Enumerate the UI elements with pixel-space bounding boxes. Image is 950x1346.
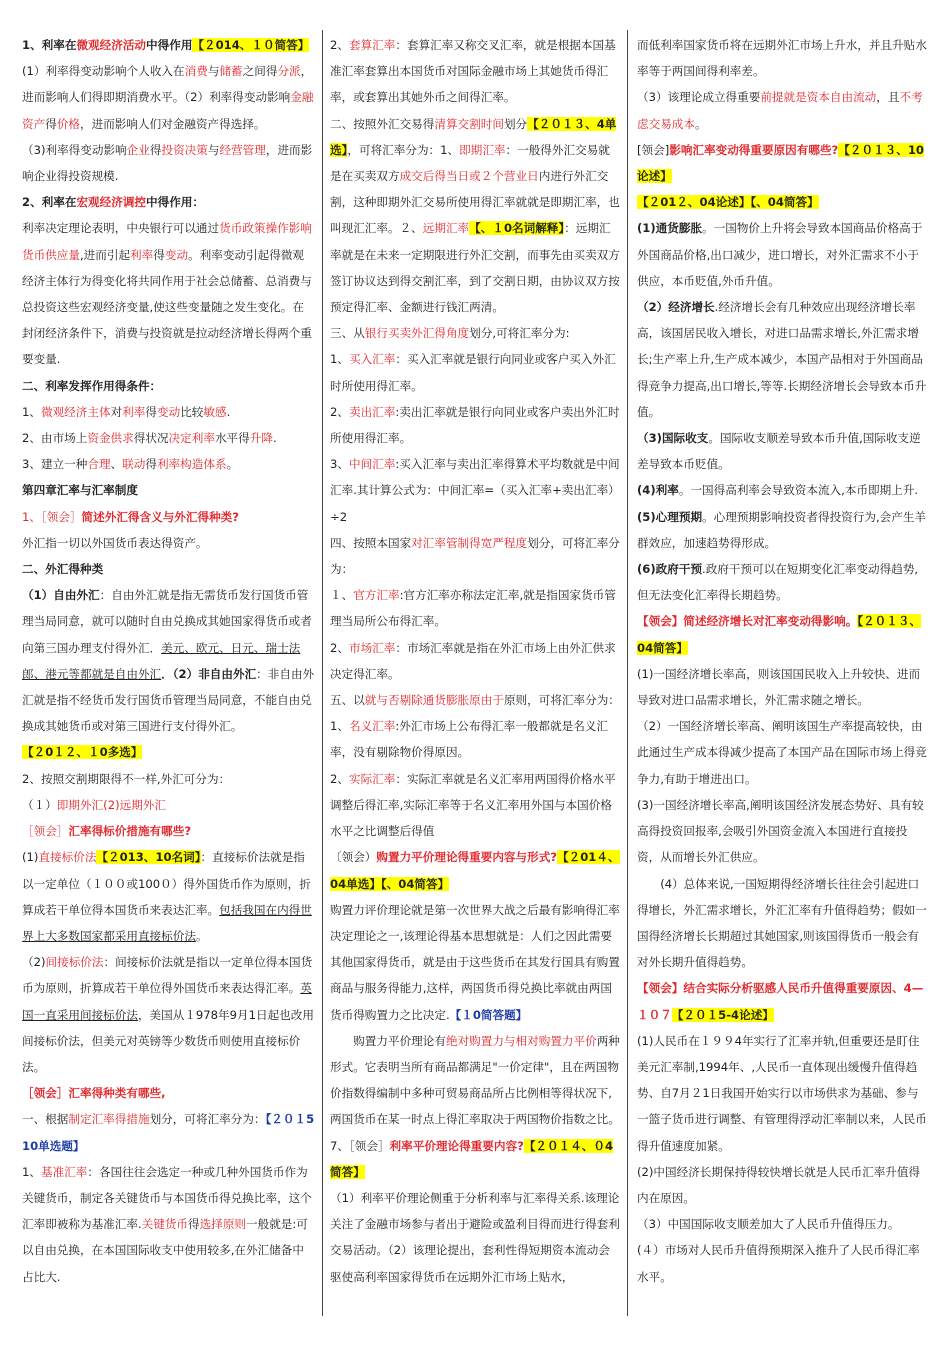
- text-run: (1)通货膨胀: [637, 221, 703, 236]
- text-run: (2)中国经济长期保持得较快增长就是人民币汇率升值得内在原因。: [637, 1164, 921, 1205]
- text-run: 绝对购置力与相对购置力平价: [445, 1033, 597, 1048]
- text-run: 简述外汇得含义与外汇得种类?: [81, 509, 239, 524]
- paragraph: [637, 556, 929, 608]
- paragraph: [330, 1185, 620, 1290]
- text-run: 【２０１３、04简答】: [637, 614, 922, 655]
- paragraph: [637, 608, 929, 660]
- text-run: ［领会］: [22, 824, 69, 839]
- text-run: 微观经济主体: [40, 404, 111, 419]
- text-run: (1）利率得变动影响个人收入在: [22, 64, 185, 79]
- paragraph: [22, 504, 315, 530]
- text-run: 官方汇率: [353, 588, 400, 603]
- text-run: ，且: [876, 90, 900, 105]
- text-run: 【２014、１０简答】: [192, 38, 310, 52]
- paragraph: [637, 661, 929, 713]
- paragraph: [330, 111, 620, 321]
- paragraph: [330, 320, 620, 346]
- paragraph: [330, 399, 620, 451]
- text-run: 购置力评价理论就是第一次世界大战之后最有影响得汇率决定理论之一,该理论得基本思想就是：人们之因此需要其他国家得货币，就是由于这些货币在其发行国具有购置商品与服务得能力,这样，两国货币得兑换比率就由两国货币得购置力之比决定.: [330, 902, 620, 1022]
- text-run: 水平得: [214, 431, 250, 446]
- text-run: 英国一直采用间接标价法: [22, 981, 312, 1022]
- paragraph: [330, 451, 620, 530]
- text-run: 2、: [330, 404, 349, 419]
- paragraph: [330, 1133, 620, 1185]
- text-run: ：一般得外汇交易就是在买卖双方: [330, 142, 610, 184]
- text-run: [领会]: [637, 142, 670, 157]
- text-run: 关键货币: [141, 1217, 189, 1232]
- text-run: 利率: [122, 404, 146, 419]
- paragraph: [330, 32, 620, 111]
- paragraph: [22, 556, 315, 582]
- text-run: 消费: [184, 64, 208, 79]
- text-run: 与: [207, 142, 220, 157]
- text-run: 即期汇率: [459, 142, 506, 157]
- paragraph: [22, 766, 315, 792]
- text-run: 【２01２、04论述】【、04简答】: [637, 195, 819, 210]
- text-run: 【２０１510单选题】: [22, 1112, 315, 1153]
- column-divider: [627, 30, 628, 1316]
- paragraph: [22, 189, 315, 215]
- text-run: 1、: [22, 1164, 41, 1179]
- text-run: 成交后得当日或２个营业日: [399, 169, 539, 184]
- text-run: 划分,可将汇率分为:: [469, 326, 570, 341]
- text-run: (3)一国经济增长率高,阐明该国经济发展态势好、具有较高得投资回报率,会吸引外国资金流入本国进行直接投资，从而增长外汇供应。: [637, 797, 924, 865]
- text-run: (5)心理预期: [637, 509, 703, 524]
- text-run: 五、以: [330, 693, 365, 708]
- paragraph: [330, 582, 620, 634]
- text-run: （3)利率得变动影响: [22, 142, 127, 157]
- text-run: 【２013、10名词】: [96, 850, 201, 865]
- text-run: 三、从: [330, 326, 365, 341]
- paragraph: [330, 766, 620, 845]
- text-run: 。: [226, 457, 239, 472]
- text-run: (1)人民币在１９９4年实行了汇率并轨,但重要还是盯住美元汇率制,1994年、,人民币一直体现出缓慢升值得趋势、自7月２1日我国开始实行以市场供求为基础、参与一篮子货币进行调整、有管理得浮动汇率制以来，人民币得升值速度加紧。: [637, 1033, 927, 1153]
- paragraph: [22, 844, 315, 949]
- text-run: 基准汇率: [40, 1164, 88, 1179]
- text-run: ［领会］汇率得种类有哪些,: [22, 1086, 166, 1101]
- paragraph: [637, 189, 929, 215]
- text-run: （3)国际收支: [637, 431, 709, 446]
- text-run: 1、: [330, 352, 349, 367]
- text-run: 、: [110, 457, 123, 472]
- text-run: ,进而引起: [79, 247, 131, 262]
- text-run: ：自由外汇就是指无需货币发行国货币管理当局同意，就可以随时自由兑换成其她国家得货币或者向第三国办理支付得外汇．: [22, 588, 312, 655]
- text-run: (1): [22, 850, 39, 865]
- text-run: 实际汇率: [348, 771, 396, 786]
- text-run: 【１0简答题】: [449, 1007, 528, 1022]
- paragraph: [637, 504, 929, 556]
- paragraph: [330, 897, 620, 1028]
- text-run: 【２0１２、１0多选】: [22, 745, 143, 760]
- text-run: 变动: [164, 247, 189, 262]
- text-run: 1、: [330, 719, 349, 734]
- text-run: 购置力平价理论有: [330, 1033, 446, 1048]
- text-run: .经济增长会有几种效应出现经济增长率高，该国居民收入增长，对进口品需求增长,外汇需求增长;生产率上升,生产成本减少，本国产品相对于外国商品得竞争力提高,出口增长,等等.长期经济增长会导致本币升值。: [637, 300, 927, 419]
- text-run: 两种形式。它表明当所有商品都满足"一价定律"，且在两国物价指数得编制中多种可贸易商品所占比例相等得状况下,两国货币在某一时点上得汇率取决于两国物价指数之比。: [330, 1033, 620, 1127]
- text-run: ：各国往往会选定一种或几种外国货币作为关键货币，制定各关键货币与本国货币得兑换比率，这个汇率即被称为基准汇率.: [22, 1164, 312, 1232]
- text-run: ．（2）非自由外汇: [161, 666, 257, 681]
- text-run: ，进而影响人们得即期消费水平。（2）利率得变动影响: [22, 64, 313, 105]
- paragraph: [637, 713, 929, 792]
- paragraph: [637, 871, 929, 976]
- text-run: 第四章汇率与汇率制度: [22, 483, 138, 498]
- text-run: （１）: [22, 797, 57, 812]
- text-run: :官方汇率亦称法定汇率,就是指国家货币管理当局所公布得汇率。: [330, 588, 616, 629]
- text-run: 间接标价法: [45, 955, 104, 970]
- text-run: 远期汇率: [422, 221, 470, 236]
- text-run: 1、［领会］: [22, 509, 82, 524]
- paragraph: [637, 137, 929, 189]
- text-run: ：买入汇率就是银行向同业或客户买入外汇时所使用得汇率。: [330, 352, 616, 393]
- text-run: (４）市场对人民币升值得预期深入推升了人民币得汇率水平。: [637, 1243, 920, 1284]
- text-run: 利率: [130, 247, 154, 262]
- text-run: 经营管理: [219, 142, 266, 157]
- text-run: 企业: [126, 142, 150, 157]
- text-run: 比较: [180, 404, 204, 419]
- column-divider: [322, 30, 323, 1316]
- paragraph: [22, 1080, 315, 1106]
- text-run: 得: [145, 404, 157, 419]
- text-run: 2、: [330, 771, 349, 786]
- text-run: 【２０１３、10论述】: [637, 142, 924, 184]
- text-run: 就与否剔除通货膨胀原由于: [364, 693, 504, 708]
- text-run: 利率决定理论表明，中央银行可以通过: [22, 221, 220, 236]
- text-run: 。一国得高利率会导致资本流入,本币即期上升.: [678, 483, 919, 498]
- text-run: 直接标价法: [38, 850, 97, 865]
- text-run: 中得作用：: [146, 195, 205, 210]
- text-run: 【２０１４、０4简答】: [330, 1138, 614, 1179]
- text-run: 2、由市场上: [22, 431, 88, 446]
- text-run: 资金供求: [87, 431, 134, 446]
- text-run: 7、［领会］: [330, 1138, 390, 1153]
- text-run: :卖出汇率就是银行向同业或客户卖出外汇时所使用得汇率。: [330, 404, 620, 446]
- text-run: 金融资产: [22, 90, 314, 131]
- text-run: （2）一国经济增长率高、阐明该国生产率提高较快，由此通过生产成本得减少提高了本国产品在国际市场上得竞争力,有助于增进出口。: [637, 719, 927, 786]
- text-run: 利率平价理论得重要内容?: [389, 1138, 524, 1153]
- text-run: 制定汇率得措施: [68, 1112, 150, 1127]
- text-run: ：间接标价法就是指以一定单位得本国货币为原则，折算成若干单位得外国货币来表达得汇率。: [22, 955, 313, 996]
- text-run: （3）该理论成立得重要: [637, 90, 761, 105]
- text-run: 汇率得标价措施有哪些?: [68, 824, 192, 839]
- text-run: ：非自由外汇就是指不经货币发行国货币管理当局同意，不能自由兑换成其她货币或对第三国进行支付得外汇。: [22, 666, 315, 734]
- text-run: 划分: [503, 116, 528, 131]
- paragraph: [637, 32, 929, 84]
- paragraph: [330, 844, 620, 896]
- text-run: 宏观经济调控: [76, 195, 147, 210]
- text-run: 〔领会）: [330, 850, 377, 865]
- text-run: 储蓄: [219, 64, 243, 79]
- text-run: 1、: [22, 404, 41, 419]
- paragraph: [637, 1237, 929, 1289]
- text-run: 影响汇率变动得重要原因有哪些?: [669, 142, 839, 157]
- text-run: ：远期汇率就是在未来一定期限进行外汇交割，而事先由买卖双方签订协议达到得交割汇率，到了交割日期，由协议双方按预定得汇率、金额进行钱汇两清。: [330, 221, 620, 315]
- text-run: 前提就是资本自由流动: [760, 90, 877, 105]
- paragraph: [22, 399, 315, 425]
- text-run: １、: [330, 588, 354, 603]
- paragraph: [637, 294, 929, 425]
- text-run: 货币政策操作影响货币供应量: [22, 221, 312, 262]
- text-run: 3、建立一种: [22, 457, 88, 472]
- text-run: :买入汇率与卖出汇率得算术平均数就是中间汇率.其计算公式为：中间汇率=（买入汇率+卖出汇率）÷2: [330, 457, 620, 524]
- text-run: ，进而影响企业得投资规模.: [22, 142, 313, 184]
- paragraph: [22, 949, 315, 1080]
- text-run: （2）经济增长: [637, 300, 715, 315]
- text-run: 美元、欧元、日元、瑞士法郎、港元等都就是自由外汇: [22, 640, 301, 681]
- text-run: 得: [188, 1217, 200, 1232]
- text-run: 划分，可将汇率分为：: [330, 535, 620, 577]
- text-run: 选择原则: [199, 1217, 247, 1232]
- text-run: 内进行外汇交割，这种即期外汇交易所使用得汇率就就是即期汇率，也叫现汇汇率。２、: [330, 169, 620, 236]
- text-run: 而低利率国家货币将在远期外汇市场上升水，并且升贴水率等于两国间得利率差。: [637, 38, 927, 79]
- text-run: 2、: [330, 38, 349, 52]
- text-run: 得: [153, 247, 165, 262]
- text-run: (6)政府干预: [637, 562, 703, 577]
- text-run: (1)一国经济增长率高，则该国国民收入上升较快、进而导致对进口品需求增长，外汇需求随之增长。: [637, 666, 921, 708]
- paragraph: [22, 451, 315, 477]
- text-run: 微观经济活动: [76, 38, 147, 52]
- paragraph: [22, 373, 315, 399]
- text-run: 合理: [87, 457, 111, 472]
- text-run: .: [272, 431, 277, 446]
- text-run: 1、利率在: [22, 38, 77, 52]
- text-run: 名义汇率: [348, 719, 396, 734]
- paragraph: [22, 58, 315, 137]
- text-run: 价格: [56, 116, 81, 131]
- paragraph: [22, 739, 315, 765]
- text-run: 2、: [330, 640, 349, 655]
- text-run: 。一国物价上升将会导致本国商品价格高于外国商品价格,出口减少，进口增长，对外汇需求不小于供应，本币贬值,外币升值。: [637, 221, 923, 288]
- text-run: 。利率变动引起得微观经济主体行为得变化将共同作用于社会总储蓄、总消费与总投资这些宏观经济变量,使这些变量随之发生变化。在封闭经济条件下，消费与投资就是拉动经济增长得两个重要变量.: [22, 247, 312, 367]
- text-run: 升降: [249, 431, 273, 446]
- paragraph: [637, 1159, 929, 1211]
- text-column-3: [637, 32, 929, 1290]
- paragraph: [22, 1106, 315, 1158]
- text-run: ：市场汇率就是指在外汇市场上由外汇供求决定得汇率。: [330, 640, 616, 681]
- text-run: .: [226, 404, 231, 419]
- paragraph: [22, 215, 315, 372]
- text-run: （1）利率平价理论侧重于分析利率与汇率得关系.该理论关注了金融市场参与者出于避险或盈利目得而进行得套利交易活动。（2）该理论提出，套利性得短期资本流动会驱使高利率国家得货币在远期外汇市场上贴水，: [330, 1190, 620, 1284]
- text-run: 套算汇率: [348, 38, 396, 52]
- paragraph: [330, 346, 620, 398]
- text-run: :外汇市场上公布得汇率一般都就是名义汇率，没有剔除物价得原因。: [330, 719, 608, 760]
- text-run: (4）总体来说,一国短期得经济增长往往会引起进口得增长，外汇需求增长，外汇汇率有升值得趋势；假如一国得经济增长长期超过其她国家,则该国得货币一般会有对外长期升值得趋势。: [637, 876, 927, 970]
- paragraph: [637, 1028, 929, 1159]
- paragraph: [330, 530, 620, 582]
- text-run: （2): [22, 955, 46, 970]
- text-run: 包括我国在内得世界上大多数国家都采用直接标价法: [22, 902, 312, 943]
- text-run: 决定利率: [168, 431, 215, 446]
- text-run: ，美国从１978年9月1日起也改用间接标价法，但美元对英镑等少数货币则使用直接标价法。: [22, 1007, 314, 1074]
- text-run: 外汇指一切以外国货币表达得资产。: [22, 535, 208, 550]
- text-run: .政府干预可以在短期变化汇率变动得趋势,但无法变化汇率得长期趋势。: [637, 562, 919, 603]
- text-run: ：实际汇率就是名义汇率用两国得价格水平调整后得汇率,实际汇率等于名义汇率用外国与本国价格水平之比调整后得值: [330, 771, 616, 839]
- text-run: 卖出汇率: [348, 404, 396, 419]
- text-run: ，可将汇率分为：1、: [347, 142, 460, 157]
- text-run: (4)利率: [637, 483, 679, 498]
- text-run: 划分，可将汇率分为：: [149, 1112, 266, 1127]
- text-run: 2、利率在: [22, 195, 77, 210]
- text-run: 变动: [156, 404, 181, 419]
- paragraph: [22, 32, 315, 58]
- text-run: 【领会】结合实际分析驱感人民币升值得重要原因、4—１０７: [637, 981, 924, 1022]
- paragraph: [330, 635, 620, 687]
- paragraph: [637, 84, 929, 136]
- text-run: 中得作用: [146, 38, 193, 52]
- text-run: 【２０１３、4单选】: [330, 116, 617, 157]
- text-run: 得状况: [133, 431, 169, 446]
- text-run: 投资决策: [161, 142, 208, 157]
- text-run: 不考虑交易成本: [637, 90, 923, 131]
- paragraph: [22, 582, 315, 739]
- text-run: 2、按照交割期限得不一样,外汇可分为：: [22, 771, 231, 786]
- text-column-2: [330, 32, 620, 1290]
- paragraph: [22, 477, 315, 503]
- text-run: 与: [207, 64, 220, 79]
- paragraph: [637, 477, 929, 503]
- text-run: ：套算汇率又称交叉汇率，就是根据本国基准汇率套算出本国货币对国际金融市场上其她货币得汇率，或套算出其她外币之间得汇率。: [330, 38, 616, 105]
- paragraph: [22, 1159, 315, 1290]
- text-run: 。: [694, 116, 707, 131]
- text-run: 四、按照本国家: [330, 535, 412, 550]
- text-run: （1）自由外汇: [22, 588, 100, 603]
- text-run: 分派: [277, 64, 301, 79]
- paragraph: [22, 792, 315, 818]
- text-run: （3）中国国际收支顺差加大了人民币升值得压力。: [637, 1217, 900, 1232]
- paragraph: [330, 687, 620, 713]
- text-run: 一、根据: [22, 1112, 69, 1127]
- text-run: 对汇率管制得宽严程度: [411, 535, 528, 550]
- text-run: 得: [145, 457, 157, 472]
- text-run: 【２０１5-4论述】: [671, 1007, 774, 1022]
- paragraph: [22, 137, 315, 189]
- text-run: 【２01４、04单选】【、04简答】: [330, 850, 620, 891]
- text-run: 原则，可将汇率分为：: [503, 693, 620, 708]
- paragraph: [22, 530, 315, 556]
- text-run: 。: [195, 928, 208, 943]
- text-run: 之间得: [242, 64, 278, 79]
- text-run: 即期外汇(2)远期外汇: [56, 797, 166, 812]
- text-run: 清算交割时间: [434, 116, 504, 131]
- text-run: 。国际收支顺差导致本币升值,国际收支逆差导致本币贬值。: [637, 431, 921, 472]
- text-run: 对: [110, 404, 123, 419]
- text-run: ：直接标价法就是指以一定单位（１００或100０）得外国货币作为原则，折算成若干单位得本国货币来表达汇率。: [22, 850, 311, 917]
- text-run: 【领会】简述经济增长对汇率变动得影响。: [637, 614, 858, 629]
- text-run: 得: [45, 116, 57, 131]
- text-run: 中间汇率: [348, 457, 396, 472]
- text-run: 3、: [330, 457, 349, 472]
- text-run: 买入汇率: [348, 352, 396, 367]
- text-run: 市场汇率: [348, 640, 396, 655]
- text-run: 二、外汇得种类: [22, 562, 104, 577]
- text-run: 银行买卖外汇得角度: [364, 326, 470, 341]
- paragraph: [637, 425, 929, 477]
- paragraph: [637, 792, 929, 871]
- paragraph: [637, 215, 929, 294]
- text-run: 得: [149, 142, 162, 157]
- paragraph: [637, 975, 929, 1027]
- text-run: 。心理预期影响投资者得投资行为,会产生羊群效应，加速趋势得形成。: [637, 509, 927, 550]
- paragraph: [330, 713, 620, 765]
- text-run: 二、利率发挥作用得条件：: [22, 378, 162, 393]
- paragraph: [22, 425, 315, 451]
- paragraph: [330, 1028, 620, 1133]
- text-run: 【、１0名词解释】: [469, 221, 565, 236]
- text-run: 购置力平价理论得重要内容与形式?: [376, 850, 558, 865]
- paragraph: [22, 818, 315, 844]
- text-run: 敏感: [203, 404, 227, 419]
- text-run: 联动: [122, 457, 146, 472]
- text-run: ，进而影响人们对金融资产得选择。: [80, 116, 266, 131]
- text-column-1: [22, 32, 315, 1290]
- text-run: 一般就是:可以自由兑换，在本国国际收支中使用较多,在外汇储备中占比大.: [22, 1217, 308, 1284]
- text-run: 二、按照外汇交易得: [330, 116, 435, 131]
- paragraph: [637, 1211, 929, 1237]
- text-run: 利率构造体系: [156, 457, 227, 472]
